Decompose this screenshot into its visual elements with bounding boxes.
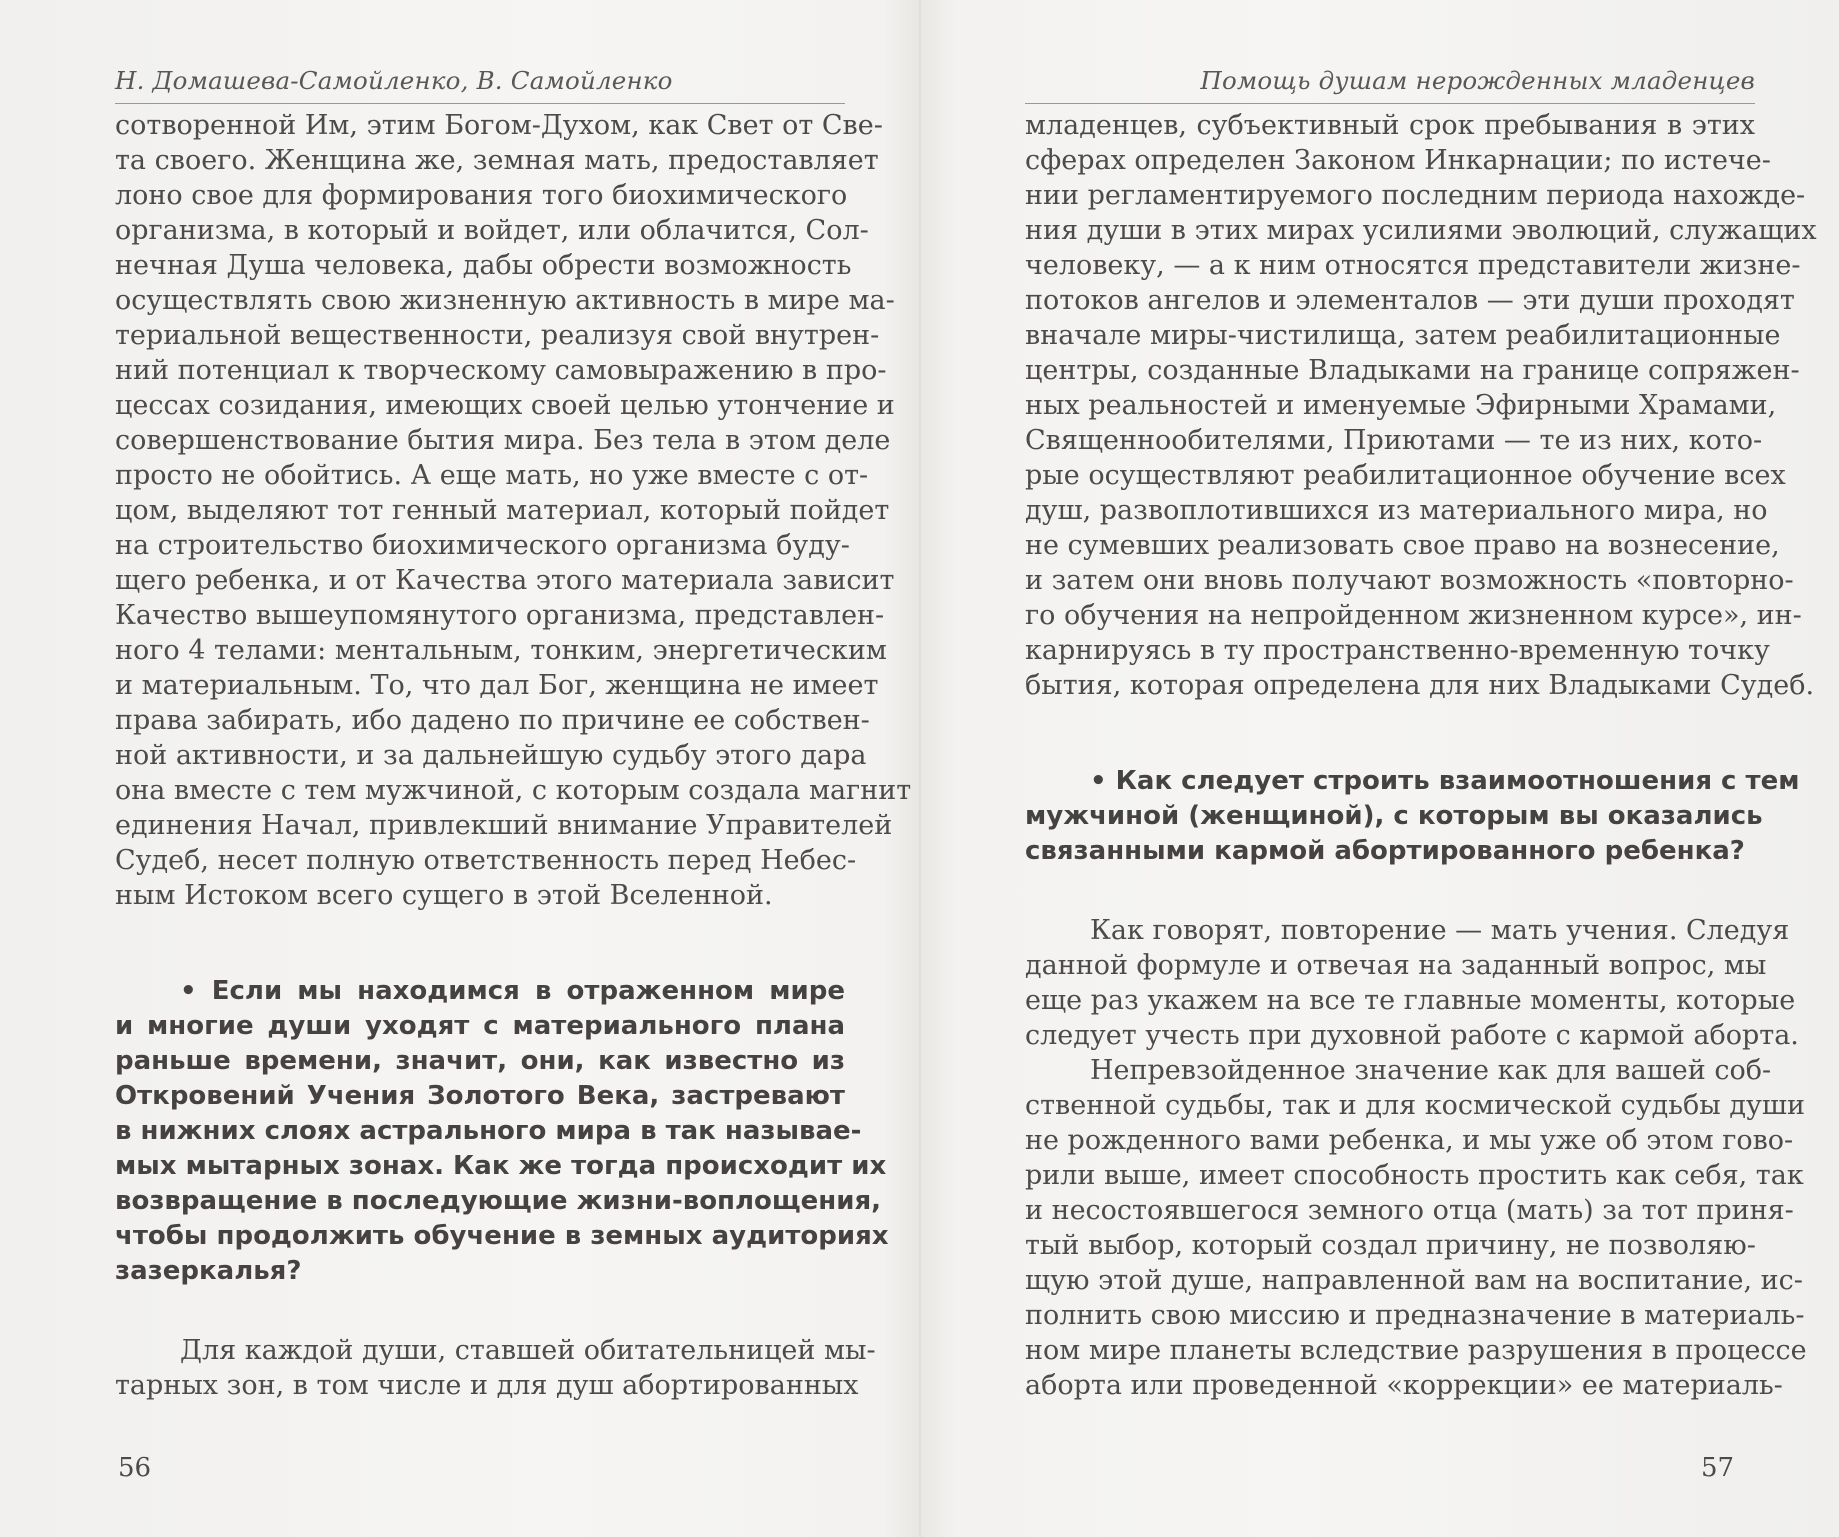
text-line: Судеб, несет полную ответственность перед Небес- bbox=[115, 845, 857, 876]
right-header-rule bbox=[1025, 103, 1755, 104]
text-line: совершенствование бытия мира. Без тела в этом деле bbox=[115, 425, 891, 456]
text-line: нии регламентируемого последним периода нахожде- bbox=[1025, 180, 1806, 211]
text-line: тарных зон, в том числе и для душ абортированных bbox=[115, 1370, 859, 1401]
question-line: • Если мы находимся в отраженном мире bbox=[180, 976, 845, 1006]
text-line: она вместе с тем мужчиной, с которым создала магнит bbox=[115, 775, 912, 806]
text-line: сотворенной Им, этим Богом-Духом, как Свет от Све- bbox=[115, 110, 883, 141]
text-line: териальной вещественности, реализуя свой внутрен- bbox=[115, 320, 880, 351]
text-line: та своего. Женщина же, земная мать, предоставляет bbox=[115, 145, 879, 176]
text-line: ным Истоком всего сущего в этой Вселенной. bbox=[115, 880, 773, 911]
page-number-right: 57 bbox=[1701, 1453, 1735, 1483]
text-line: Священнообителями, Приютами — те из них, кото- bbox=[1025, 425, 1763, 456]
text-line: рые осуществляют реабилитационное обучение всех bbox=[1025, 460, 1786, 491]
text-line: цом, выделяют тот генный материал, который пойдет bbox=[115, 495, 890, 526]
question-line: и многие души уходят с материального плана bbox=[115, 1011, 845, 1041]
question-line: в нижних слоях астрального мира в так называе- bbox=[115, 1116, 862, 1146]
text-line: осуществлять свою жизненную активность в мире ма- bbox=[115, 285, 895, 316]
text-line: и материальным. То, что дал Бог, женщина не имеет bbox=[115, 670, 879, 701]
question-line: раньше времени, значит, они, как известно из bbox=[115, 1046, 845, 1076]
question-line: возвращение в последующие жизни-воплощения, bbox=[115, 1186, 882, 1216]
text-line: человеку, — а к ним относятся представители жизне- bbox=[1025, 250, 1801, 281]
text-line: щую этой душе, направленной вам на воспитание, ис- bbox=[1025, 1265, 1803, 1296]
text-line: данной формуле и отвечая на заданный вопрос, мы bbox=[1025, 950, 1767, 981]
question-line: мужчиной (женщиной), с которым вы оказались bbox=[1025, 801, 1763, 831]
page-number-left: 56 bbox=[118, 1453, 152, 1483]
text-line: ственной судьбы, так и для космической судьбы души bbox=[1025, 1090, 1805, 1121]
text-line: центры, созданные Владыками на границе сопряжен- bbox=[1025, 355, 1800, 386]
text-line: бытия, которая определена для них Владыками Судеб. bbox=[1025, 670, 1815, 701]
text-line: тый выбор, который создал причину, не позволяю- bbox=[1025, 1230, 1756, 1261]
text-line: просто не обойтись. А еще мать, но уже вместе с от- bbox=[115, 460, 869, 491]
text-line: и несостоявшегося земного отца (мать) за тот приня- bbox=[1025, 1195, 1794, 1226]
question-line: мых мытарных зонах. Как же тогда происходит их bbox=[115, 1151, 887, 1181]
text-line: еще раз укажем на все те главные моменты, которые bbox=[1025, 985, 1796, 1016]
left-header-rule bbox=[115, 103, 845, 104]
text-line: карнируясь в ту пространственно-временную точку bbox=[1025, 635, 1770, 666]
text-line: потоков ангелов и элементалов — эти души проходят bbox=[1025, 285, 1795, 316]
text-line: на строительство биохимического организма буду- bbox=[115, 530, 850, 561]
text-line: цессах созидания, имеющих своей целью утончение и bbox=[115, 390, 895, 421]
text-line: ных реальностей и именуемые Эфирными Храмами, bbox=[1025, 390, 1777, 421]
text-line: следует учесть при духовной работе с кармой аборта. bbox=[1025, 1020, 1799, 1051]
text-line: сферах определен Законом Инкарнации; по истече- bbox=[1025, 145, 1771, 176]
text-line: аборта или проведенной «коррекции» ее материаль- bbox=[1025, 1370, 1783, 1401]
text-line: рили выше, имеет способность простить как себя, так bbox=[1025, 1160, 1804, 1191]
text-line: вначале миры-чистилища, затем реабилитационные bbox=[1025, 320, 1781, 351]
question-line: чтобы продолжить обучение в земных аудиториях bbox=[115, 1221, 889, 1251]
left-page bbox=[115, 0, 912, 1537]
text-line: ного 4 телами: ментальным, тонким, энергетическим bbox=[115, 635, 887, 666]
text-line: ном мире планеты вследствие разрушения в процессе bbox=[1025, 1335, 1807, 1366]
text-line: Непревзойденное значение как для вашей соб- bbox=[1090, 1055, 1772, 1086]
text-line: щего ребенка, и от Качества этого материала зависит bbox=[115, 565, 895, 596]
question-line: Откровений Учения Золотого Века, застревают bbox=[115, 1081, 845, 1111]
text-line: нечная Душа человека, дабы обрести возможность bbox=[115, 250, 852, 281]
text-line: младенцев, субъективный срок пребывания в этих bbox=[1025, 110, 1755, 141]
text-line: лоно свое для формирования того биохимического bbox=[115, 180, 848, 211]
text-line: организма, в который и войдет, или облачится, Сол- bbox=[115, 215, 869, 246]
text-line: единения Начал, привлекший внимание Управителей bbox=[115, 810, 893, 841]
question-line: зазеркалья? bbox=[115, 1256, 302, 1286]
right-running-head: Помощь душам нерожденных младенцев bbox=[1200, 66, 1755, 95]
text-line: Для каждой души, ставшей обитательницей мы- bbox=[180, 1335, 876, 1366]
text-line: не рожденного вами ребенка, и мы уже об этом гово- bbox=[1025, 1125, 1794, 1156]
book-gutter bbox=[919, 0, 921, 1537]
question-line: связанными кармой абортированного ребенка? bbox=[1025, 836, 1745, 866]
question-line: • Как следует строить взаимоотношения с тем bbox=[1090, 766, 1800, 796]
text-line: душ, развоплотившихся из материального мира, но bbox=[1025, 495, 1768, 526]
left-running-head: Н. Домашева-Самойленко, В. Самойленко bbox=[115, 66, 673, 95]
text-line: ний потенциал к творческому самовыражению в про- bbox=[115, 355, 887, 386]
text-line: и затем они вновь получают возможность «повторно- bbox=[1025, 565, 1794, 596]
right-page bbox=[1025, 0, 1817, 1537]
text-line: ной активности, и за дальнейшую судьбу этого дара bbox=[115, 740, 867, 771]
text-line: не сумевших реализовать свое право на вознесение, bbox=[1025, 530, 1780, 561]
text-line: права забирать, ибо дадено по причине ее собствен- bbox=[115, 705, 870, 736]
text-line: го обучения на непройденном жизненном курсе», ин- bbox=[1025, 600, 1802, 631]
text-line: Качество вышеупомянутого организма, представлен- bbox=[115, 600, 885, 631]
text-line: ния души в этих мирах усилиями эволюций, служащих bbox=[1025, 215, 1817, 246]
text-line: полнить свою миссию и предназначение в материаль- bbox=[1025, 1300, 1805, 1331]
text-line: Как говорят, повторение — мать учения. Следуя bbox=[1090, 915, 1790, 946]
